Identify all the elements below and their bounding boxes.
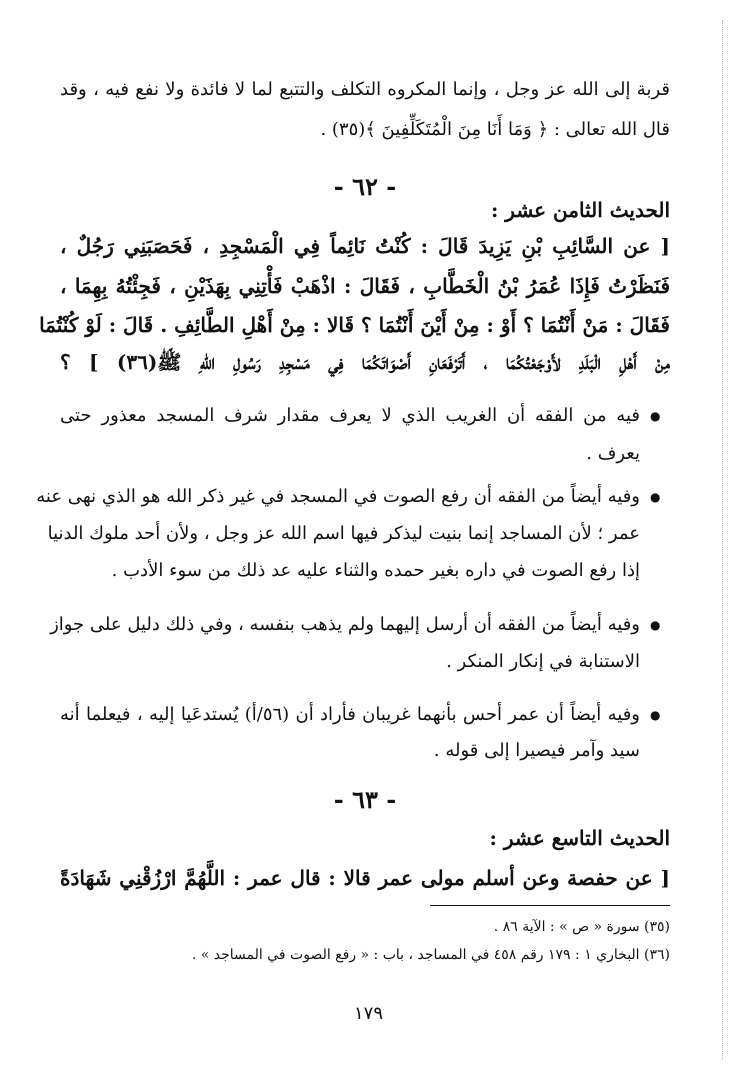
bullet-3-line-2: الاستنابة في إنكار المنكر . xyxy=(446,651,640,672)
bullet-3-line-1: وفيه أيضاً من الفقه أن أرسل إليهما ولم يذهب بنفسه ، وفي ذلك دليل على جواز xyxy=(50,614,640,635)
footnote-rule xyxy=(430,905,670,906)
bullet-icon: ● xyxy=(650,409,661,423)
bullet-1-line-2: يعرف . xyxy=(586,443,640,464)
footnote-36: (٣٦) البخاري ١ : ١٧٩ رقم ٤٥٨ في المساجد ، باب : « رفع الصوت في المساجد » . xyxy=(191,947,670,963)
hadith-18-line-1: [ عن السَّائِبِ بْنِ يَزِيدَ قَالَ : كُنْتُ نَائِماً فِي الْمَسْجِدِ ، فَحَصَبَنِي رَجُلٌ ، xyxy=(60,234,670,258)
bullet-4-line-2: سيد وآمر فيصيرا إلى قوله . xyxy=(433,740,640,761)
section-number-62: - ٦٢ - xyxy=(333,172,397,201)
bullet-icon: ● xyxy=(650,490,661,504)
bullet-2-line-1: وفيه أيضاً من الفقه أن رفع الصوت في المسجد في غير ذكر الله هو الذي نهى عنه xyxy=(36,486,640,507)
bullet-2-line-2: عمر ؛ لأن المساجد إنما بنيت ليذكر فيها اسم الله عز وجل ، ولأن أحد ملوك الدنيا xyxy=(47,523,640,544)
intro-line-2: قال الله تعالى : ﴿ وَمَا أَنَا مِنَ الْمُتَكَلِّفِينَ ﴾(٣٥) . xyxy=(320,119,670,140)
hadith-heading-19: الحديث التاسع عشر : xyxy=(489,826,670,850)
hadith-heading-18: الحديث الثامن عشر : xyxy=(490,198,670,222)
bullet-icon: ● xyxy=(650,618,661,632)
page-number: ١٧٩ xyxy=(353,1003,383,1024)
bullet-4-line-1: وفيه أيضاً أن عمر أحس بأنهما غريبان فأراد أن (٥٦/أ) يُستدعَيا إليه ، فيعلما أنه xyxy=(60,704,640,725)
footnote-35: (٣٥) سورة « ص » : الآية ٨٦ . xyxy=(493,919,670,935)
intro-line-1: قربة إلى الله عز وجل ، وإنما المكروه التكلف والتتبع لما لا فائدة ولا نفع فيه ، وقد xyxy=(60,79,670,100)
bullet-icon: ● xyxy=(650,708,661,722)
hadith-19-line-1: [ عن حفصة وعن أسلم مولى عمر قالا : قال عمر : اللَّهُمَّ ارْزُقْنِي شَهَادَةً xyxy=(60,866,670,890)
bullet-2-line-3: إذا رفع الصوت في داره بغير حمده والثناء عليه عد ذلك من سوء الأدب . xyxy=(111,560,640,581)
section-number-63: - ٦٣ - xyxy=(333,785,397,814)
bullet-1-line-1: فيه من الفقه أن الغريب الذي لا يعرف مقدار شرف المسجد معذور حتى xyxy=(60,405,640,426)
hadith-18-line-3: فَقَالَ : مَنْ أَنْتُمَا ؟ أَوْ : مِنْ أَيْنَ أَنْتُمَا ؟ قَالا : مِنْ أَهْلِ الطَّائِفِ . قَالَ : لَوْ كُنْتُمَا xyxy=(39,313,670,337)
hadith-18-line-2: فَنَظَرْتُ فَإِذَا عُمَرُ بْنُ الْخَطَّابِ ، فَقَالَ : اذْهَبْ فَأْتِنِي بِهَذَيْنِ ، فَجِئْتُهُ بِهِمَا ، xyxy=(60,274,670,298)
page-edge-dots xyxy=(722,20,723,1060)
hadith-18-line-4: مِنْ أَهْلِ الْبَلَدِ لأَوْجَعْتُكُمَا ، أَتَرْفَعَانِ أَصْوَاتَكُمَا فِي مَسْجِدِ رَسُولِ اللهِ ﷺ(٣٦) ] ؟ xyxy=(60,350,671,374)
